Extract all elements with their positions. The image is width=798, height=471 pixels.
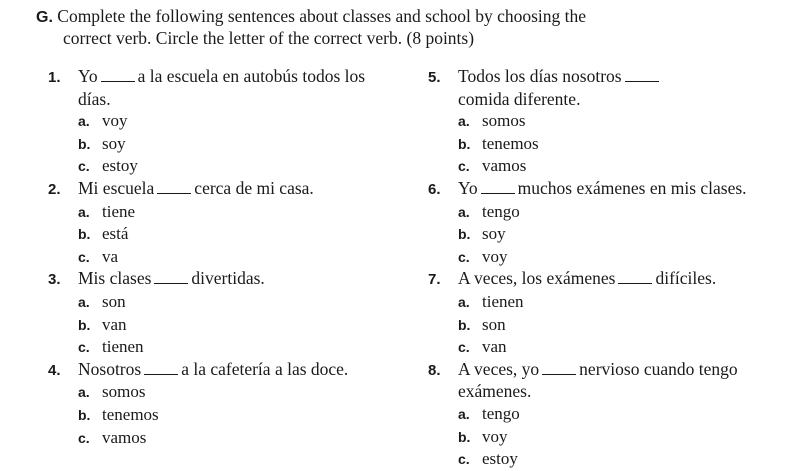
option-text: estoy [102,156,138,176]
option-b[interactable] [428,133,788,156]
option-letter: c. [78,339,90,356]
option-letter: b. [78,406,91,423]
option-letter: c. [458,158,470,175]
question-1 [48,66,418,178]
option-c[interactable] [428,155,788,178]
right-question-column [428,66,788,471]
option-text: tienen [102,337,144,357]
option-text: son [102,291,126,311]
option-text: tengo [482,403,520,423]
question-5 [428,66,788,178]
question-text-after: cerca de mi casa. [194,177,314,198]
answer-blank [157,181,191,194]
option-letter: c. [78,158,90,175]
option-a[interactable] [48,291,418,314]
option-text: voy [102,111,128,131]
option-c[interactable] [48,336,418,359]
option-letter: b. [458,316,471,333]
question-text-after: nervioso cuando tengo [579,358,738,379]
option-letter: b. [458,428,471,445]
option-text: tienen [482,291,524,311]
option-c[interactable] [428,246,788,269]
option-b[interactable] [48,404,418,427]
question-3 [48,268,418,358]
question-text-before: Todos los días nosotros [458,66,622,86]
option-b[interactable] [428,314,788,337]
option-text: va [102,246,119,266]
option-text: tiene [102,201,136,221]
option-text: estoy [482,449,518,469]
option-text: vamos [482,156,527,176]
question-2 [48,178,418,268]
option-letter: b. [458,226,471,243]
option-c[interactable] [428,448,788,471]
option-b[interactable] [428,426,788,449]
answer-blank [144,362,178,375]
answer-blank [154,271,188,284]
instructions [36,6,776,49]
question-text-after: a la escuela en autobús todos los [137,66,366,86]
option-text: somos [102,382,146,402]
question-number: 8. [428,361,441,379]
option-letter: c. [78,429,90,446]
question-number: 5. [428,69,441,86]
question-number: 3. [48,271,61,289]
option-letter: a. [78,203,90,220]
option-c[interactable] [428,336,788,359]
option-text: tenemos [482,133,539,153]
option-text: tengo [482,201,520,221]
answer-blank [542,362,576,375]
option-text: voy [482,246,508,266]
option-letter: a. [78,384,90,401]
option-text: soy [482,224,506,244]
question-text-before: Nosotros [78,358,142,379]
left-question-column [48,66,418,449]
question-text-after: difíciles. [655,268,717,289]
option-letter: c. [78,248,90,265]
option-text: son [482,314,506,334]
answer-blank [625,69,659,82]
answer-blank [481,181,515,194]
option-text: vamos [102,427,147,447]
question-text-before: Yo [78,66,98,86]
question-text-after: muchos exámenes en mis clases. [517,177,747,198]
option-letter: b. [78,135,91,152]
question-text-before: Mi escuela [78,177,155,198]
question-continuation: comida diferente. [458,88,581,109]
option-letter: a. [458,405,470,422]
option-c[interactable] [48,155,418,178]
option-c[interactable] [48,246,418,269]
question-4 [48,359,418,449]
option-text: soy [102,133,126,153]
section-label: G. [36,9,53,26]
option-letter: a. [78,293,90,310]
option-letter: c. [458,339,470,356]
option-a[interactable] [428,110,788,133]
question-text-before: Yo [458,177,478,198]
option-letter: b. [458,135,471,152]
question-6 [428,178,788,268]
option-a[interactable] [48,110,418,133]
option-a[interactable] [428,291,788,314]
question-number: 7. [428,271,441,289]
question-7 [428,268,788,358]
option-letter: c. [458,248,470,265]
option-text: está [102,224,129,244]
option-a[interactable] [48,201,418,224]
instructions-line-2: correct verb. Circle the letter of the correct verb. (8 points) [63,28,475,48]
option-c[interactable] [48,427,418,450]
question-number: 6. [428,180,441,198]
question-number: 4. [48,361,61,379]
question-text-before: A veces, yo [458,358,540,379]
option-text: van [482,337,507,357]
question-text-after: divertidas. [191,268,265,289]
option-letter: b. [78,316,91,333]
option-text: van [102,314,127,334]
option-a[interactable] [48,381,418,404]
option-a[interactable] [428,201,788,224]
question-text-after: a la cafetería a las doce. [181,358,349,379]
option-b[interactable] [48,223,418,246]
option-b[interactable] [48,133,418,156]
option-b[interactable] [428,223,788,246]
question-continuation: exámenes. [458,381,532,402]
answer-blank [101,69,135,82]
question-text-before: A veces, los exámenes [458,268,616,289]
instructions-line-1: Complete the following sentences about classes and school by choosing the [57,6,587,26]
option-text: tenemos [102,404,159,424]
option-letter: a. [458,293,470,310]
option-letter: a. [458,203,470,220]
option-text: voy [482,426,508,446]
question-text-before: Mis clases [78,268,152,289]
option-letter: c. [458,451,470,468]
question-continuation: días. [78,88,111,109]
answer-blank [618,271,652,284]
option-a[interactable] [428,403,788,426]
question-8 [428,359,788,471]
option-letter: b. [78,226,91,243]
option-letter: a. [458,113,470,130]
option-text: somos [482,111,526,131]
question-number: 1. [48,69,61,86]
option-b[interactable] [48,314,418,337]
question-number: 2. [48,180,61,198]
option-letter: a. [78,113,90,130]
